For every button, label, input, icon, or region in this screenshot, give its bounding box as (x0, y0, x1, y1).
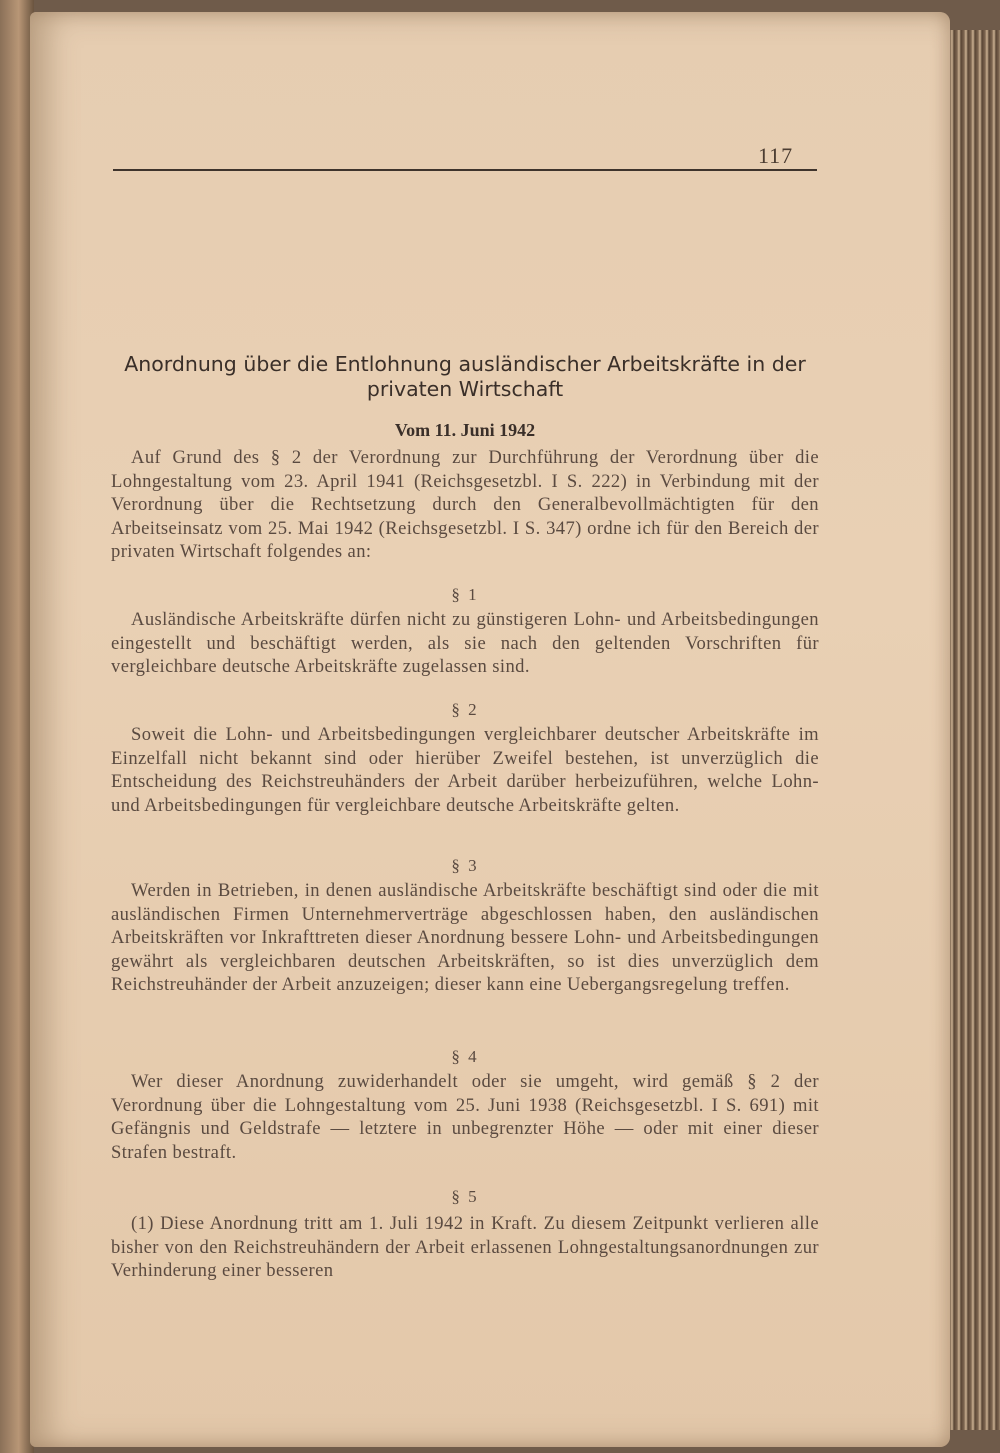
section-heading-2: § 2 (451, 700, 479, 719)
document-title: Anordnung über die Entlohnung ausländischer Arbeitskräfte in der privaten Wirtschaft (124, 352, 806, 401)
header-rule (113, 169, 817, 171)
section-text-3: Werden in Betrieben, in denen ausländische Arbeitskräfte beschäftigt sind oder die mit ausländischen Firmen Unternehmerverträge abgeschlossen haben, den ausländischen Arbeitskräften vor Inkrafttreten dieser Anordnung bessere Lohn- und Arbeitsbedingungen gewährt als vergleichbaren deutschen Arbeitskräften, so ist dies unverzüglich dem Reichstreuhänder der Arbeit anzuzeigen; dieser kann eine Uebergangsregelung treffen. (111, 880, 819, 996)
preamble-paragraph: Auf Grund des § 2 der Verordnung zur Durchführung der Verordnung über die Lohngestaltung vom 23. April 1941 (Reichsgesetzbl. I S. 222) in Verbindung mit der Verordnung über die Rechtsetzung durch den Generalbevollmächtigten für den Arbeitseinsatz vom 25. Mai 1942 (Reichsgesetzbl. I S. 347) ordne ich für den Bereich der privaten Wirtschaft folgendes an: (111, 447, 819, 563)
section-text-2: Soweit die Lohn- und Arbeitsbedingungen vergleichbarer deutscher Arbeitskräfte im Einzelfall nicht bekannt sind oder hierüber Zweifel bestehen, ist unverzüglich die Entscheidung des Reichstreuhänders der Arbeit darüber herbeizuführen, welche Lohn- und Arbeitsbedingungen für vergleichbare deutsche Arbeitskräfte gelten. (111, 724, 819, 816)
section-heading-3: § 3 (451, 856, 479, 875)
section-text-1: Ausländische Arbeitskräfte dürfen nicht zu günstigeren Lohn- und Arbeitsbedingungen eingestellt und beschäftigt werden, als sie nach den geltenden Vorschriften für vergleichbare deutsche Arbeitskräfte zugelassen sind. (111, 609, 819, 678)
section-text-4: Wer dieser Anordnung zuwiderhandelt oder sie umgeht, wird gemäß § 2 der Verordnung über die Lohngestaltung vom 25. Juni 1938 (Reichsgesetzbl. I S. 691) mit Gefängnis und Geldstrafe — letztere in unbegrenzter Höhe — oder mit einer dieser Strafen bestraft. (111, 1071, 819, 1163)
left-page-edge (0, 0, 34, 1453)
section-heading-4: § 4 (451, 1047, 479, 1066)
page-number: 117 (758, 143, 794, 168)
section-heading-5: § 5 (451, 1187, 479, 1206)
document-date: Vom 11. Juni 1942 (394, 420, 536, 440)
section-text-5: (1) Diese Anordnung tritt am 1. Juli 1942 in Kraft. Zu diesem Zeitpunkt verlieren alle bisher von den Reichstreuhändern der Arbeit erlassenen Lohngestaltungsanordnungen zur Verhinderung einer besseren (111, 1213, 819, 1282)
section-heading-1: § 1 (451, 585, 479, 604)
